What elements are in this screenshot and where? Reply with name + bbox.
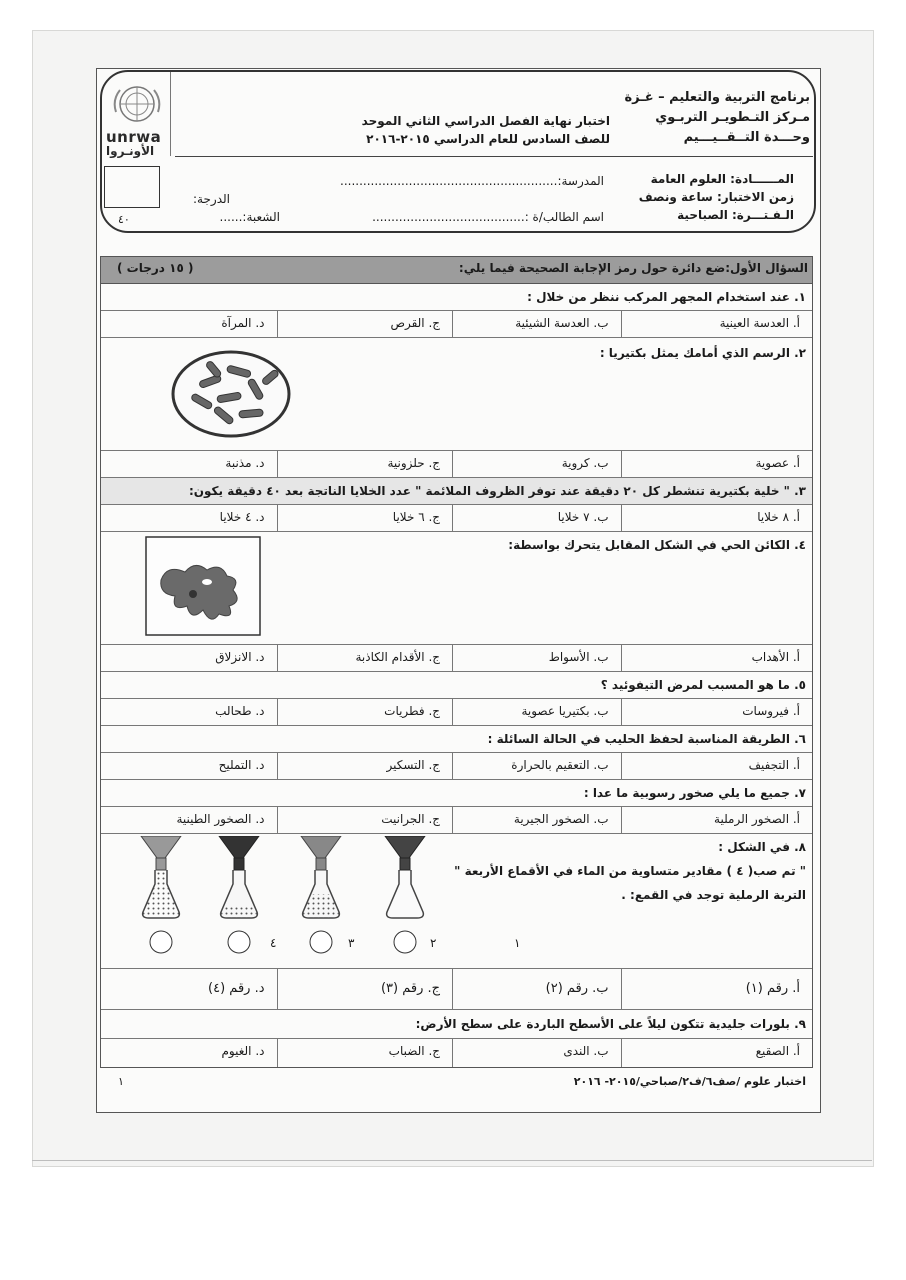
grade-label: الدرجة: — [193, 192, 230, 206]
footer-exam-code: اختبار علوم /صف٦/ف٢/صباحي/٢٠١٥- ٢٠١٦ — [573, 1075, 806, 1088]
subject-field: المــــــادة: العلوم العامة — [650, 172, 794, 186]
options-row-2 — [101, 451, 812, 478]
un-emblem-icon — [108, 82, 166, 128]
option-c[interactable]: ج. حلزونية — [277, 451, 453, 477]
grade-box[interactable] — [104, 166, 160, 208]
exam-title: اختبار نهاية الفصل الدراسي الثاني الموحد — [361, 114, 610, 128]
question-text: ٤. الكائن الحي في الشكل المقابل يتحرك بواسطة: — [508, 538, 806, 552]
question-table — [100, 256, 813, 1068]
funnel-label-2: ٢ — [430, 936, 437, 950]
header-divider — [175, 156, 813, 157]
section-marks: ( ١٥ درجات ) — [117, 261, 194, 275]
question-9 — [101, 1010, 812, 1039]
question-text: ٣. " خلية بكتيرية تنشطر كل ٢٠ دقيقة عند توفر الظروف الملائمة " عدد الخلايا الناتجة بعد ٤٠ دقيقة يكون: — [188, 484, 806, 498]
question-4 — [101, 532, 812, 645]
option-a[interactable]: أ. عصوية — [621, 451, 812, 477]
funnel-label-1: ١ — [514, 936, 521, 950]
option-c[interactable]: ج. الأقدام الكاذبة — [277, 645, 453, 671]
funnel-4 — [141, 836, 181, 953]
unrwa-logo-arabic: الأونـروا — [106, 144, 155, 158]
question-text: ٥. ما هو المسبب لمرض التيفوئيد ؟ — [600, 678, 806, 692]
grade-total: ٤٠ — [118, 213, 130, 226]
period-field: الـفـتـــرة: الصباحية — [677, 208, 794, 222]
options-row-8 — [101, 969, 812, 1010]
option-d[interactable]: د. ٤ خلايا — [219, 510, 265, 524]
options-row-6 — [101, 753, 812, 780]
section-field[interactable]: الشعبة:...... — [219, 210, 280, 224]
bacteria-figure — [169, 348, 293, 440]
funnel-label-3: ٣ — [348, 936, 355, 950]
option-a[interactable]: أ. الأهداب — [621, 645, 812, 671]
question-text: ٢. الرسم الذي أمامك يمثل بكتيريا : — [599, 346, 806, 360]
option-b[interactable]: ب. كروية — [452, 451, 621, 477]
school-field[interactable]: المدرسة:......................................................... — [340, 174, 604, 188]
question-text: ٩. بلورات جليدية تتكون ليلاً على الأسطح الباردة على سطح الأرض: — [415, 1017, 806, 1031]
funnels-figure — [121, 836, 461, 966]
student-name-field[interactable]: اسم الطالب/ة :........................................ — [372, 210, 604, 224]
org-line-3: وحـــدة التــقــيـــيم — [683, 130, 810, 145]
funnel-3 — [219, 836, 259, 953]
option-b[interactable]: ب. رقم (٢) — [452, 969, 621, 1009]
option-d[interactable]: د. التمليح — [218, 758, 265, 772]
option-a[interactable]: أ. العدسة العينية — [621, 311, 812, 337]
option-a[interactable]: أ. التجفيف — [621, 753, 812, 779]
question-3 — [101, 478, 812, 505]
option-b[interactable]: ب. الصخور الجيرية — [452, 807, 621, 833]
option-c[interactable]: ج. ٦ خلايا — [277, 505, 453, 531]
option-d[interactable]: د. الصخور الطينية — [176, 812, 265, 826]
option-a[interactable]: أ. ٨ خلايا — [621, 505, 812, 531]
question-7 — [101, 780, 812, 807]
option-b[interactable]: ب. العدسة الشيئية — [452, 311, 621, 337]
question-8 — [101, 834, 812, 969]
funnel-2 — [301, 836, 341, 953]
option-d[interactable]: د. مذنبة — [225, 456, 265, 470]
options-row-3 — [101, 505, 812, 532]
section-title: السؤال الأول:ضع دائرة حول رمز الإجابة الصحيحة فيما يلي: — [458, 261, 808, 275]
option-b[interactable]: ب. ٧ خلايا — [452, 505, 621, 531]
section-header — [101, 257, 812, 284]
option-a[interactable]: أ. رقم (١) — [621, 969, 812, 1009]
option-a[interactable]: أ. الصقيع — [621, 1039, 812, 1067]
scan-edge-line — [32, 1160, 872, 1161]
option-d[interactable]: د. رقم (٤) — [208, 981, 265, 996]
option-c[interactable]: ج. التسكير — [277, 753, 453, 779]
options-row-5 — [101, 699, 812, 726]
footer-page-number: ١ — [118, 1075, 124, 1088]
option-d[interactable]: د. طحالب — [215, 704, 265, 718]
question-1 — [101, 284, 812, 311]
option-b[interactable]: ب. التعقيم بالحرارة — [452, 753, 621, 779]
option-b[interactable]: ب. بكتيريا عصوية — [452, 699, 621, 725]
option-d[interactable]: د. الانزلاق — [215, 650, 265, 664]
org-line-2: مـركز التـطويـر التربـوي — [655, 110, 810, 125]
question-text: ٦. الطريقة المناسبة لحفظ الحليب في الحالة السائلة : — [487, 732, 806, 746]
funnel-label-4: ٤ — [270, 936, 277, 950]
option-a[interactable]: أ. فيروسات — [621, 699, 812, 725]
question-text: ٨. في الشكل : — [718, 840, 806, 854]
question-8-statement: " تم صب( ٤ ) مقادير متساوية من الماء في الأقماع الأربعة " — [454, 864, 806, 878]
header-divider-vertical — [170, 72, 171, 156]
options-row-1 — [101, 311, 812, 338]
org-line-1: برنامج التربية والتعليم – غـزة — [624, 90, 810, 105]
option-b[interactable]: ب. الندى — [452, 1039, 621, 1067]
options-row-4 — [101, 645, 812, 672]
option-c[interactable]: ج. القرص — [277, 311, 453, 337]
question-5 — [101, 672, 812, 699]
question-2 — [101, 338, 812, 451]
options-row-7 — [101, 807, 812, 834]
question-8-prompt: التربة الرملية توجد في القمع: . — [621, 888, 806, 902]
question-text: ١. عند استخدام المجهر المركب ننظر من خلال : — [527, 290, 806, 304]
option-c[interactable]: ج. الضباب — [277, 1039, 453, 1067]
exam-subtitle: للصف السادس للعام الدراسي ٢٠١٥-٢٠١٦ — [366, 132, 610, 146]
unrwa-logo-text: unrwa — [106, 128, 162, 146]
option-d[interactable]: د. المرآة — [221, 316, 265, 330]
amoeba-figure — [145, 536, 261, 636]
option-c[interactable]: ج. رقم (٣) — [277, 969, 453, 1009]
funnel-1 — [385, 836, 425, 953]
option-c[interactable]: ج. الجرانيت — [277, 807, 453, 833]
question-6 — [101, 726, 812, 753]
option-c[interactable]: ج. فطريات — [277, 699, 453, 725]
question-text: ٧. جميع ما يلي صخور رسوبية ما عدا : — [583, 786, 806, 800]
option-a[interactable]: أ. الصخور الرملية — [621, 807, 812, 833]
option-d[interactable]: د. الغيوم — [221, 1044, 265, 1058]
option-b[interactable]: ب. الأسواط — [452, 645, 621, 671]
duration-field: زمن الاختبار: ساعة ونصف — [638, 190, 794, 204]
options-row-9 — [101, 1039, 812, 1067]
